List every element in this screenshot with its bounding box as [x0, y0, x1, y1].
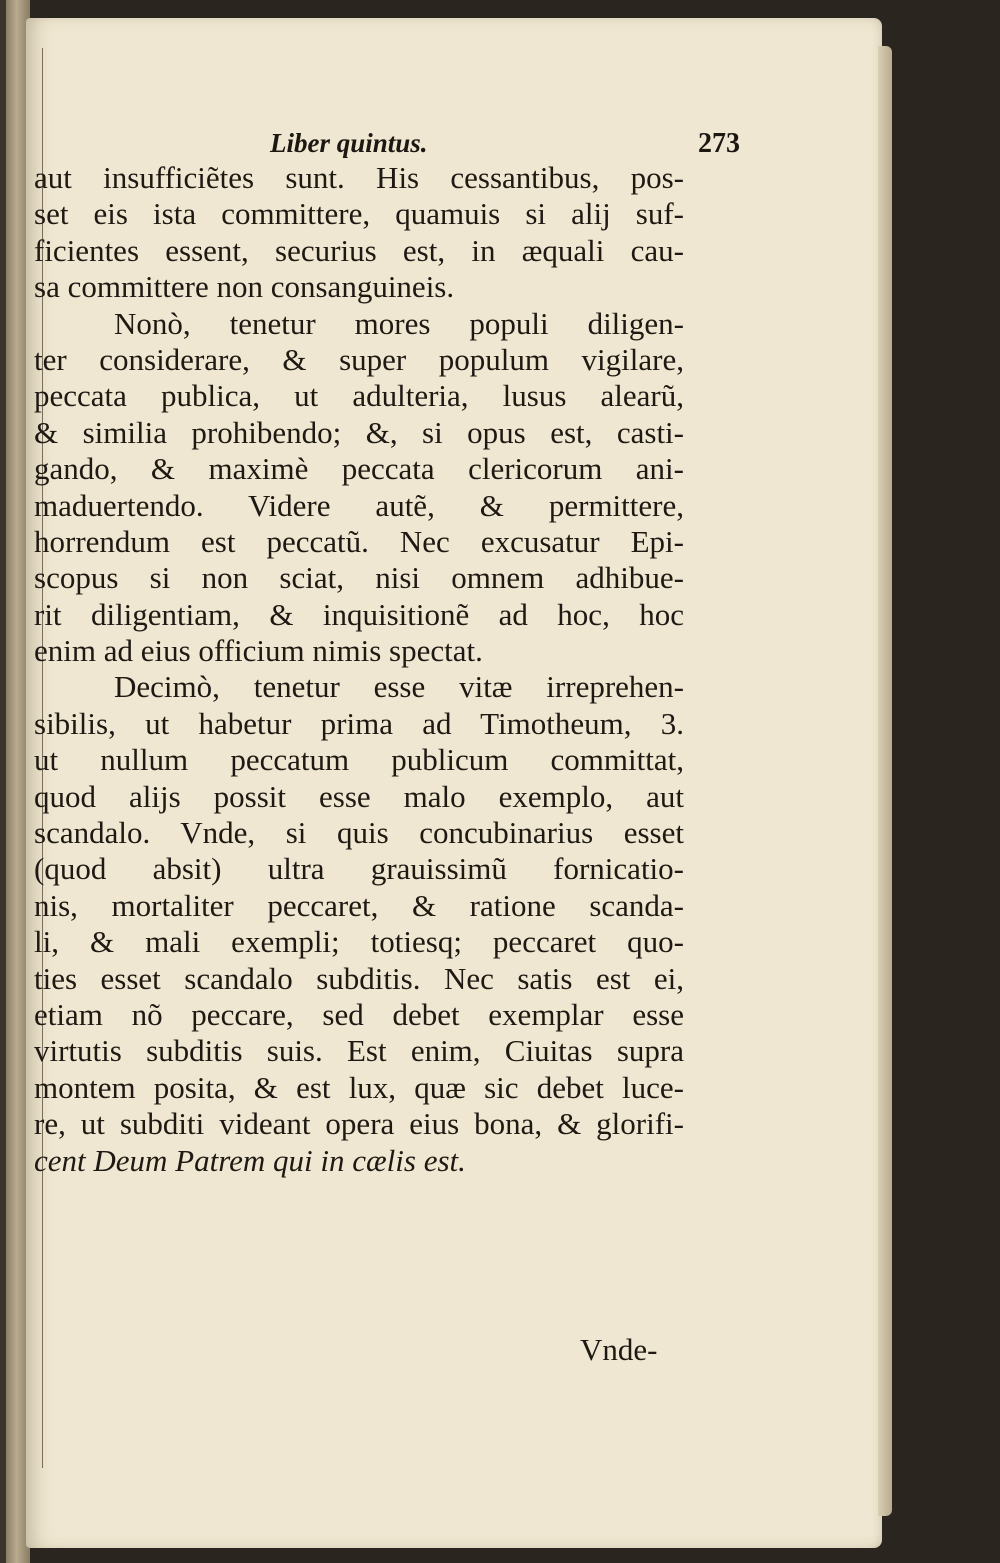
text-line: gando, & maximè peccata clericorum ani-: [34, 451, 684, 487]
text-line: peccata publica, ut adulteria, lusus alearũ,: [34, 378, 684, 414]
text-line: Nonò, tenetur mores populi diligen-: [114, 305, 684, 341]
text-line: nis, mortaliter peccaret, & ratione scanda-: [34, 887, 684, 923]
text-line: scopus si non sciat, nisi omnem adhibue-: [34, 560, 684, 596]
page-stack-edge: [878, 46, 892, 1516]
text-line: ties esset scandalo subditis. Nec satis est ei,: [34, 960, 684, 996]
text-line: sa committere non consanguineis.: [34, 269, 455, 305]
text-line: enim ad eius officium nimis spectat.: [34, 633, 483, 669]
text-line: Decimò, tenetur esse vitæ irreprehen-: [114, 669, 684, 705]
body-text: [34, 160, 684, 1179]
text-line: set eis ista committere, quamuis si alij suf-: [34, 196, 684, 232]
text-line: cent Deum Patrem qui in cælis est.: [34, 1142, 466, 1178]
text-line: & similia prohibendo; &, si opus est, casti-: [34, 414, 684, 450]
text-line: ut nullum peccatum publicum committat,: [34, 742, 684, 778]
text-line: scandalo. Vnde, si quis concubinarius esset: [34, 815, 684, 851]
text-line: quod alijs possit esse malo exemplo, aut: [34, 778, 684, 814]
text-line: maduertendo. Videre autẽ, & permittere,: [34, 487, 684, 523]
text-line: etiam nõ peccare, sed debet exemplar esse: [34, 996, 684, 1032]
text-line: rit diligentiam, & inquisitionẽ ad hoc, hoc: [34, 596, 684, 632]
text-line: aut insufficiẽtes sunt. His cessantibus, pos-: [34, 160, 684, 195]
page-number: 273: [698, 128, 740, 159]
text-line: li, & mali exempli; totiesq; peccaret quo-: [34, 924, 684, 960]
text-line: sibilis, ut habetur prima ad Timotheum, 3.: [34, 705, 684, 741]
text-line: (quod absit) ultra grauissimũ fornicatio-: [34, 851, 684, 887]
catchword: Vnde-: [580, 1332, 658, 1367]
book-binding: [0, 0, 6, 1563]
text-line: montem posita, & est lux, quæ sic debet luce-: [34, 1069, 684, 1105]
running-title: Liber quintus.: [270, 128, 428, 158]
text-line: virtutis subditis suis. Est enim, Ciuitas supra: [34, 1033, 684, 1069]
text-line: re, ut subditi videant opera eius bona, & glorifi-: [34, 1106, 684, 1142]
text-line: ficientes essent, securius est, in æquali cau-: [34, 232, 684, 268]
text-line: horrendum est peccatũ. Nec excusatur Epi-: [34, 523, 684, 559]
text-line: ter considerare, & super populum vigilare,: [34, 341, 684, 377]
